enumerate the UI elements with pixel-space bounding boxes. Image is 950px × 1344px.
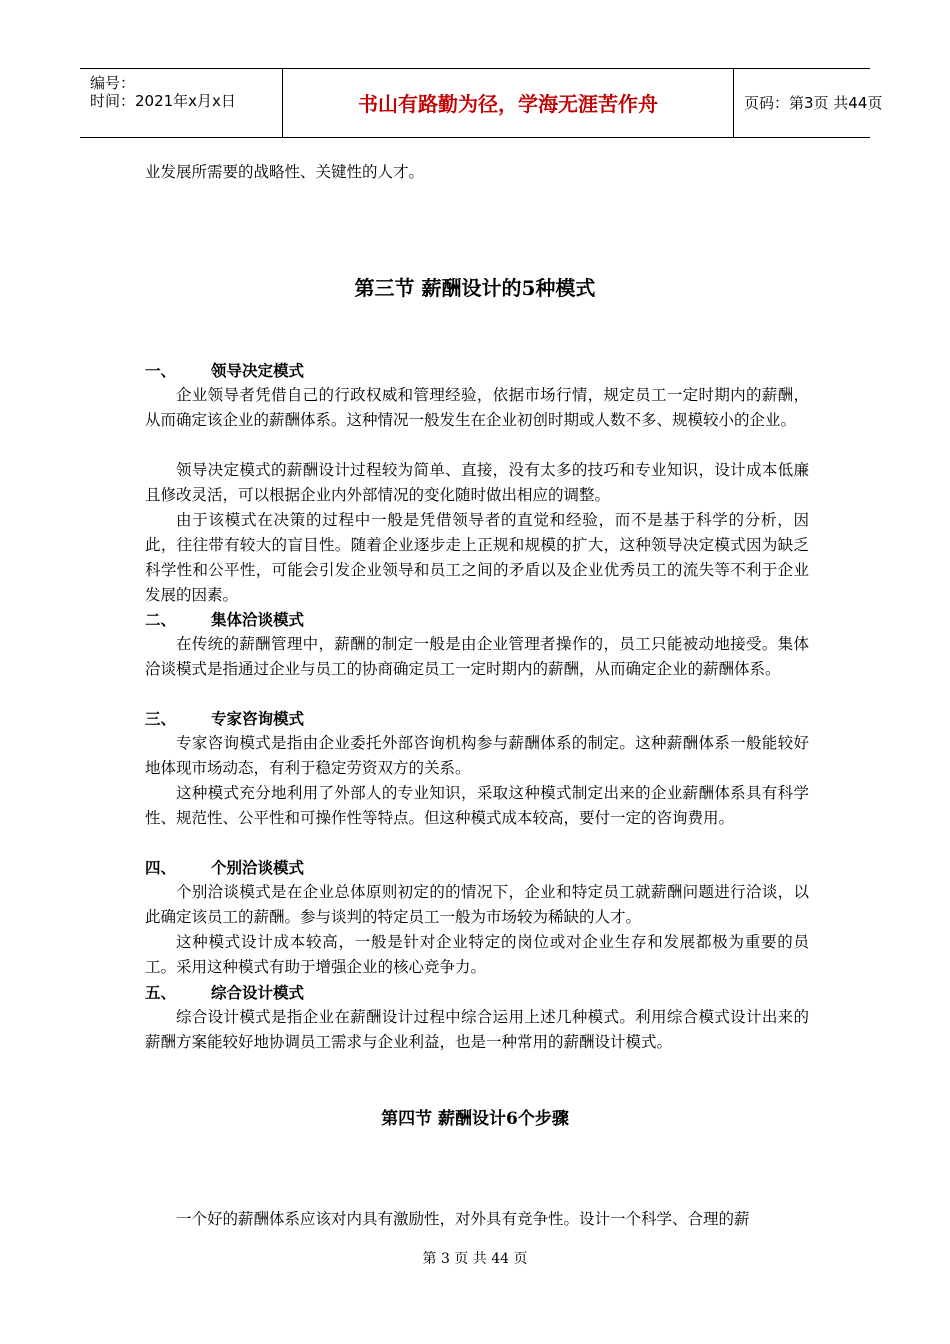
motto-text: 书山有路勤为径，学海无涯苦作舟 bbox=[358, 92, 658, 116]
mode-title: 集体洽谈模式 bbox=[211, 611, 305, 629]
paragraph: 个别洽谈模式是在企业总体原则初定的的情况下，企业和特定员工就薪酬问题进行洽谈，以此确定该员工的薪酬。参与谈判的特定员工一般为市场较为稀缺的人才。 bbox=[145, 883, 809, 926]
page-info: 页码：第3页 共44页 bbox=[744, 94, 883, 112]
mode-number: 三、 bbox=[145, 710, 177, 728]
time-label: 时间：2021年x月x日 bbox=[90, 92, 236, 110]
paragraph: 综合设计模式是指企业在薪酬设计过程中综合运用上述几种模式。利用综合模式设计出来的薪酬方案能较好地协调员工需求与企业利益，也是一种常用的薪酬设计模式。 bbox=[145, 1008, 809, 1051]
mode-title: 个别洽谈模式 bbox=[211, 859, 305, 877]
mode-title: 领导决定模式 bbox=[211, 362, 305, 380]
paragraph: 专家咨询模式是指由企业委托外部咨询机构参与薪酬体系的制定。这种薪酬体系一般能较好地体现市场动态，有利于稳定劳资双方的关系。 bbox=[145, 734, 809, 777]
header-motto-cell bbox=[282, 69, 734, 137]
mode-number: 四、 bbox=[145, 859, 177, 877]
continuation-text: 业发展所需要的战略性、关键性的人才。 bbox=[145, 163, 425, 181]
mode-heading bbox=[145, 609, 304, 631]
page-footer: 第 3 页 共 44 页 bbox=[422, 1251, 528, 1267]
mode-heading bbox=[145, 708, 304, 730]
mode-number: 一、 bbox=[145, 362, 177, 380]
paragraph: 领导决定模式的薪酬设计过程较为简单、直接，没有太多的技巧和专业知识，设计成本低廉且修改灵活，可以根据企业内外部情况的变化随时做出相应的调整。 bbox=[145, 461, 809, 504]
mode-title: 专家咨询模式 bbox=[211, 710, 305, 728]
mode-title: 综合设计模式 bbox=[211, 984, 305, 1002]
section-title: 第四节 薪酬设计6个步骤 bbox=[381, 1109, 569, 1129]
paragraph: 一个好的薪酬体系应该对内具有激励性，对外具有竞争性。设计一个科学、合理的薪 bbox=[176, 1210, 750, 1228]
paragraph: 由于该模式在决策的过程中一般是凭借领导者的直觉和经验，而不是基于科学的分析，因此，往往带有较大的盲目性。随着企业逐步走上正规和规模的扩大，这种领导决定模式因为缺乏科学性和公平性，可能会引发企业领导和员工之间的矛盾以及企业优秀员工的流失等不利于企业发展的因素。 bbox=[145, 511, 809, 604]
mode-number: 二、 bbox=[145, 611, 177, 629]
mode-number: 五、 bbox=[145, 984, 177, 1002]
header-meta-cell bbox=[80, 69, 282, 137]
section-title: 第三节 薪酬设计的5种模式 bbox=[354, 276, 596, 300]
paragraph: 在传统的薪酬管理中，薪酬的制定一般是由企业管理者操作的，员工只能被动地接受。集体洽谈模式是指通过企业与员工的协商确定员工一定时期内的薪酬，从而确定企业的薪酬体系。 bbox=[145, 635, 809, 678]
header-page-cell bbox=[734, 69, 883, 137]
mode-heading bbox=[145, 982, 304, 1004]
number-label: 编号： bbox=[90, 74, 136, 92]
mode-heading bbox=[145, 857, 304, 879]
paragraph: 企业领导者凭借自己的行政权威和管理经验，依据市场行情，规定员工一定时期内的薪酬，从而确定该企业的薪酬体系。这种情况一般发生在企业初创时期或人数不多、规模较小的企业。 bbox=[145, 386, 809, 429]
mode-heading bbox=[145, 360, 304, 382]
paragraph: 这种模式充分地利用了外部人的专业知识，采取这种模式制定出来的企业薪酬体系具有科学性、规范性、公平性和可操作性等特点。但这种模式成本较高，要付一定的咨询费用。 bbox=[145, 784, 809, 827]
paragraph: 这种模式设计成本较高，一般是针对企业特定的岗位或对企业生存和发展都极为重要的员工。采用这种模式有助于增强企业的核心竞争力。 bbox=[145, 933, 809, 976]
document-header bbox=[80, 68, 883, 138]
